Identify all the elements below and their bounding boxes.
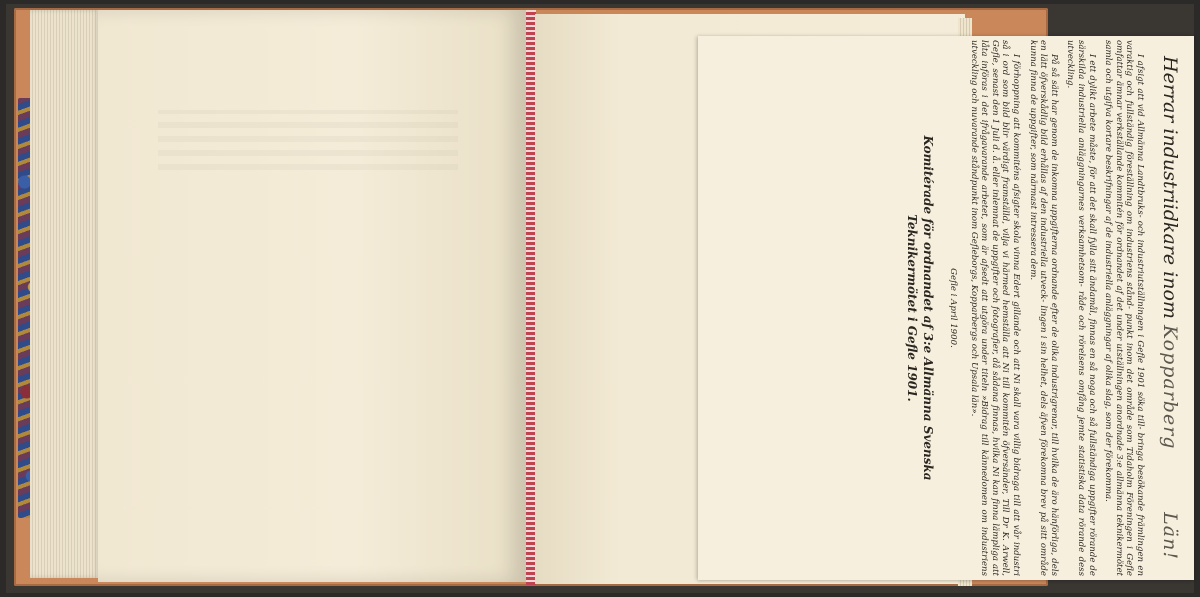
handwritten-lan: Län!: [1159, 512, 1181, 560]
inserted-letter: [698, 36, 1194, 580]
left-page: [98, 10, 526, 582]
signature-line: Komitérade för ordnandet af 3:e Allmänna Svenska: [921, 135, 936, 481]
salutation-text: Herrar industriidkare inom: [1159, 56, 1181, 319]
letter-paragraph: I förhoppning att kommiténs afsigter skola vinna Edert gillande och att Ni skall vara villig bidraga till att vår industri så i ord som bild blir värdigt framställd, vilja vi härmed hemställa att Ni till kommitén öfversänder, Till Dr K. Arwell, Gefle, senast den 1 Juli d. å. eller inlemnat de uppgifter och fotografier, då sådana finnas, hvilka Ni kan finna lämpliga att låta införas i det ifrågavarande arbetet, som är afsedt att utgöra under titeln »Bidrag till kännedomen om industriens utveckling och nuvarande ståndpunkt inom Gefleborgs, Kopparbergs och Upsala län».: [968, 40, 1022, 576]
signature-line: Teknikermötet i Gefle 1901.: [905, 214, 920, 402]
letter-paragraph: I afsigt att vid Allmänna Landtbruks- och industriutställningen i Gefle 1901 söka till- bringa besökande främlingen en varaktig och fullständig föreställning om industriens stånd- punkt inom det område som Tidaholm Föreningen i Gefle omfattar ämnar verkställande kommitén för ordnandet af det under utställningen anordnade 3:e allmänna teknikermötet samla och utgifva kortare beskrifningar af de industriella anläggningar af olika slag, som der förekomma.: [1103, 40, 1145, 576]
place-date: Gefle i April 1900.: [948, 268, 959, 348]
letter-paragraph: I ett dylikt arbete måste, för att det skall fylla sitt ändamål, finnas en så noga och så fullständiga uppgifter rörande de särskilda industriella anläggningarnes verksamhetsom- råde och rörelsens omfång jemte statistiska data rörande dess utveckling.: [1065, 40, 1097, 576]
letter-salutation: [1159, 40, 1181, 576]
letter-paragraph: På så sätt har genom de inkomna uppgifterna ordnande efter de olika industrigrenar, till hvilka de äro hänförliga, dels en lätt öfverskådlig bild erhållas af den industriella utveck- lingen i sin helhet, dels äfven förekomna brev på sitt område kunna finna de uppgifter, som närmast intressera dem.: [1027, 40, 1059, 576]
left-page-stack: [30, 10, 100, 578]
handwritten-place: Kopparberg: [1159, 324, 1181, 450]
letter-content: [711, 40, 1181, 576]
bleed-through-text: [158, 110, 458, 170]
